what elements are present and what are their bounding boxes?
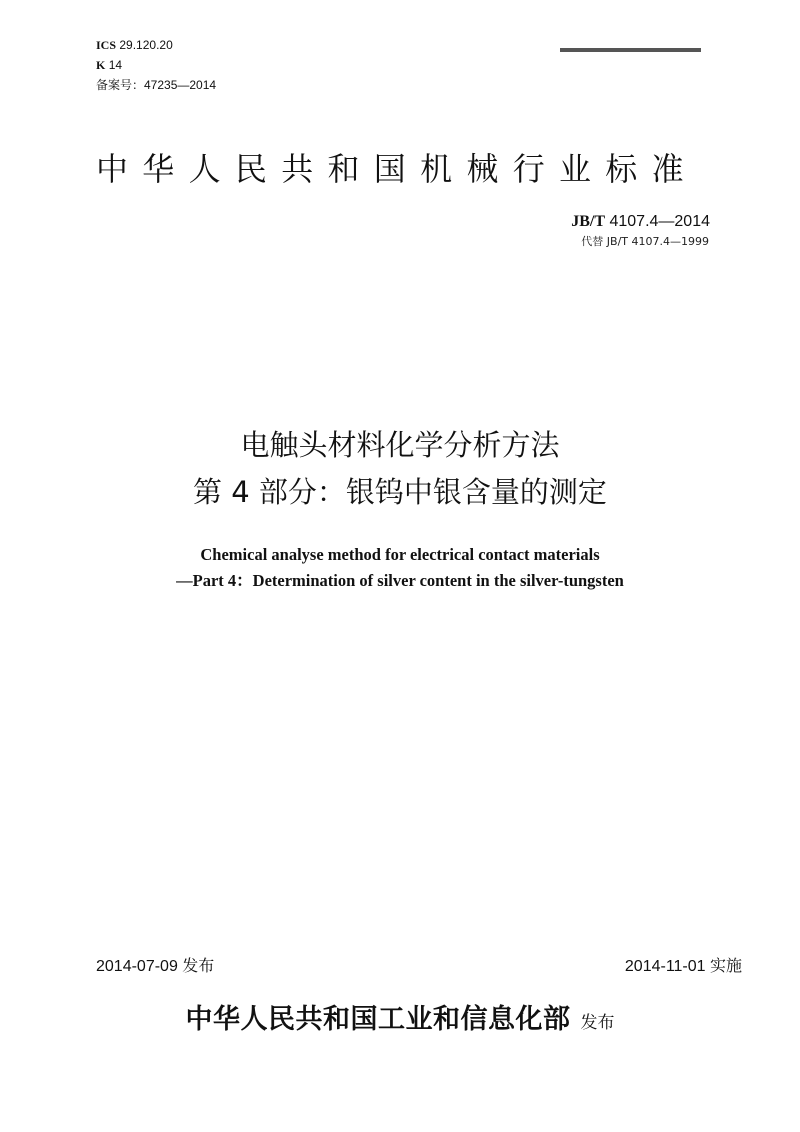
implementation-date: 2014-11-01 实施 xyxy=(624,958,742,975)
ics-value: 29.120.20 xyxy=(119,38,173,52)
document-title-en-line2: —Part 4：Determination of silver content in the silver-tungsten xyxy=(176,571,624,590)
replaces-standard: 代替 JB/T 4107.4—1999 xyxy=(581,235,709,248)
issue-date: 2014-07-09 发布 xyxy=(96,958,215,975)
standard-number-value: 4107.4—2014 xyxy=(609,213,710,230)
standard-category-title: 中华人民共和国机械行业标准 xyxy=(96,150,698,188)
issuer-action: 发布 xyxy=(580,1013,615,1033)
classification-value: 14 xyxy=(108,58,123,72)
classification-code xyxy=(96,58,122,72)
classification-label: K xyxy=(96,58,106,72)
document-title-en-line1: Chemical analyse method for electrical contact materials xyxy=(200,545,600,564)
standard-number xyxy=(571,212,710,232)
issuer xyxy=(0,1000,800,1040)
ics-code xyxy=(96,38,173,52)
standard-number-prefix: JB/T xyxy=(571,213,606,230)
header-rule xyxy=(560,48,701,52)
ics-label: ICS xyxy=(96,38,117,52)
document-title-cn-line1: 电触头材料化学分析方法 xyxy=(240,428,560,462)
issuer-name: 中华人民共和国工业和信息化部 xyxy=(185,1004,571,1035)
record-number: 备案号：47235—2014 xyxy=(96,78,217,92)
document-title-cn-line2: 第 4 部分：银钨中银含量的测定 xyxy=(193,475,607,509)
